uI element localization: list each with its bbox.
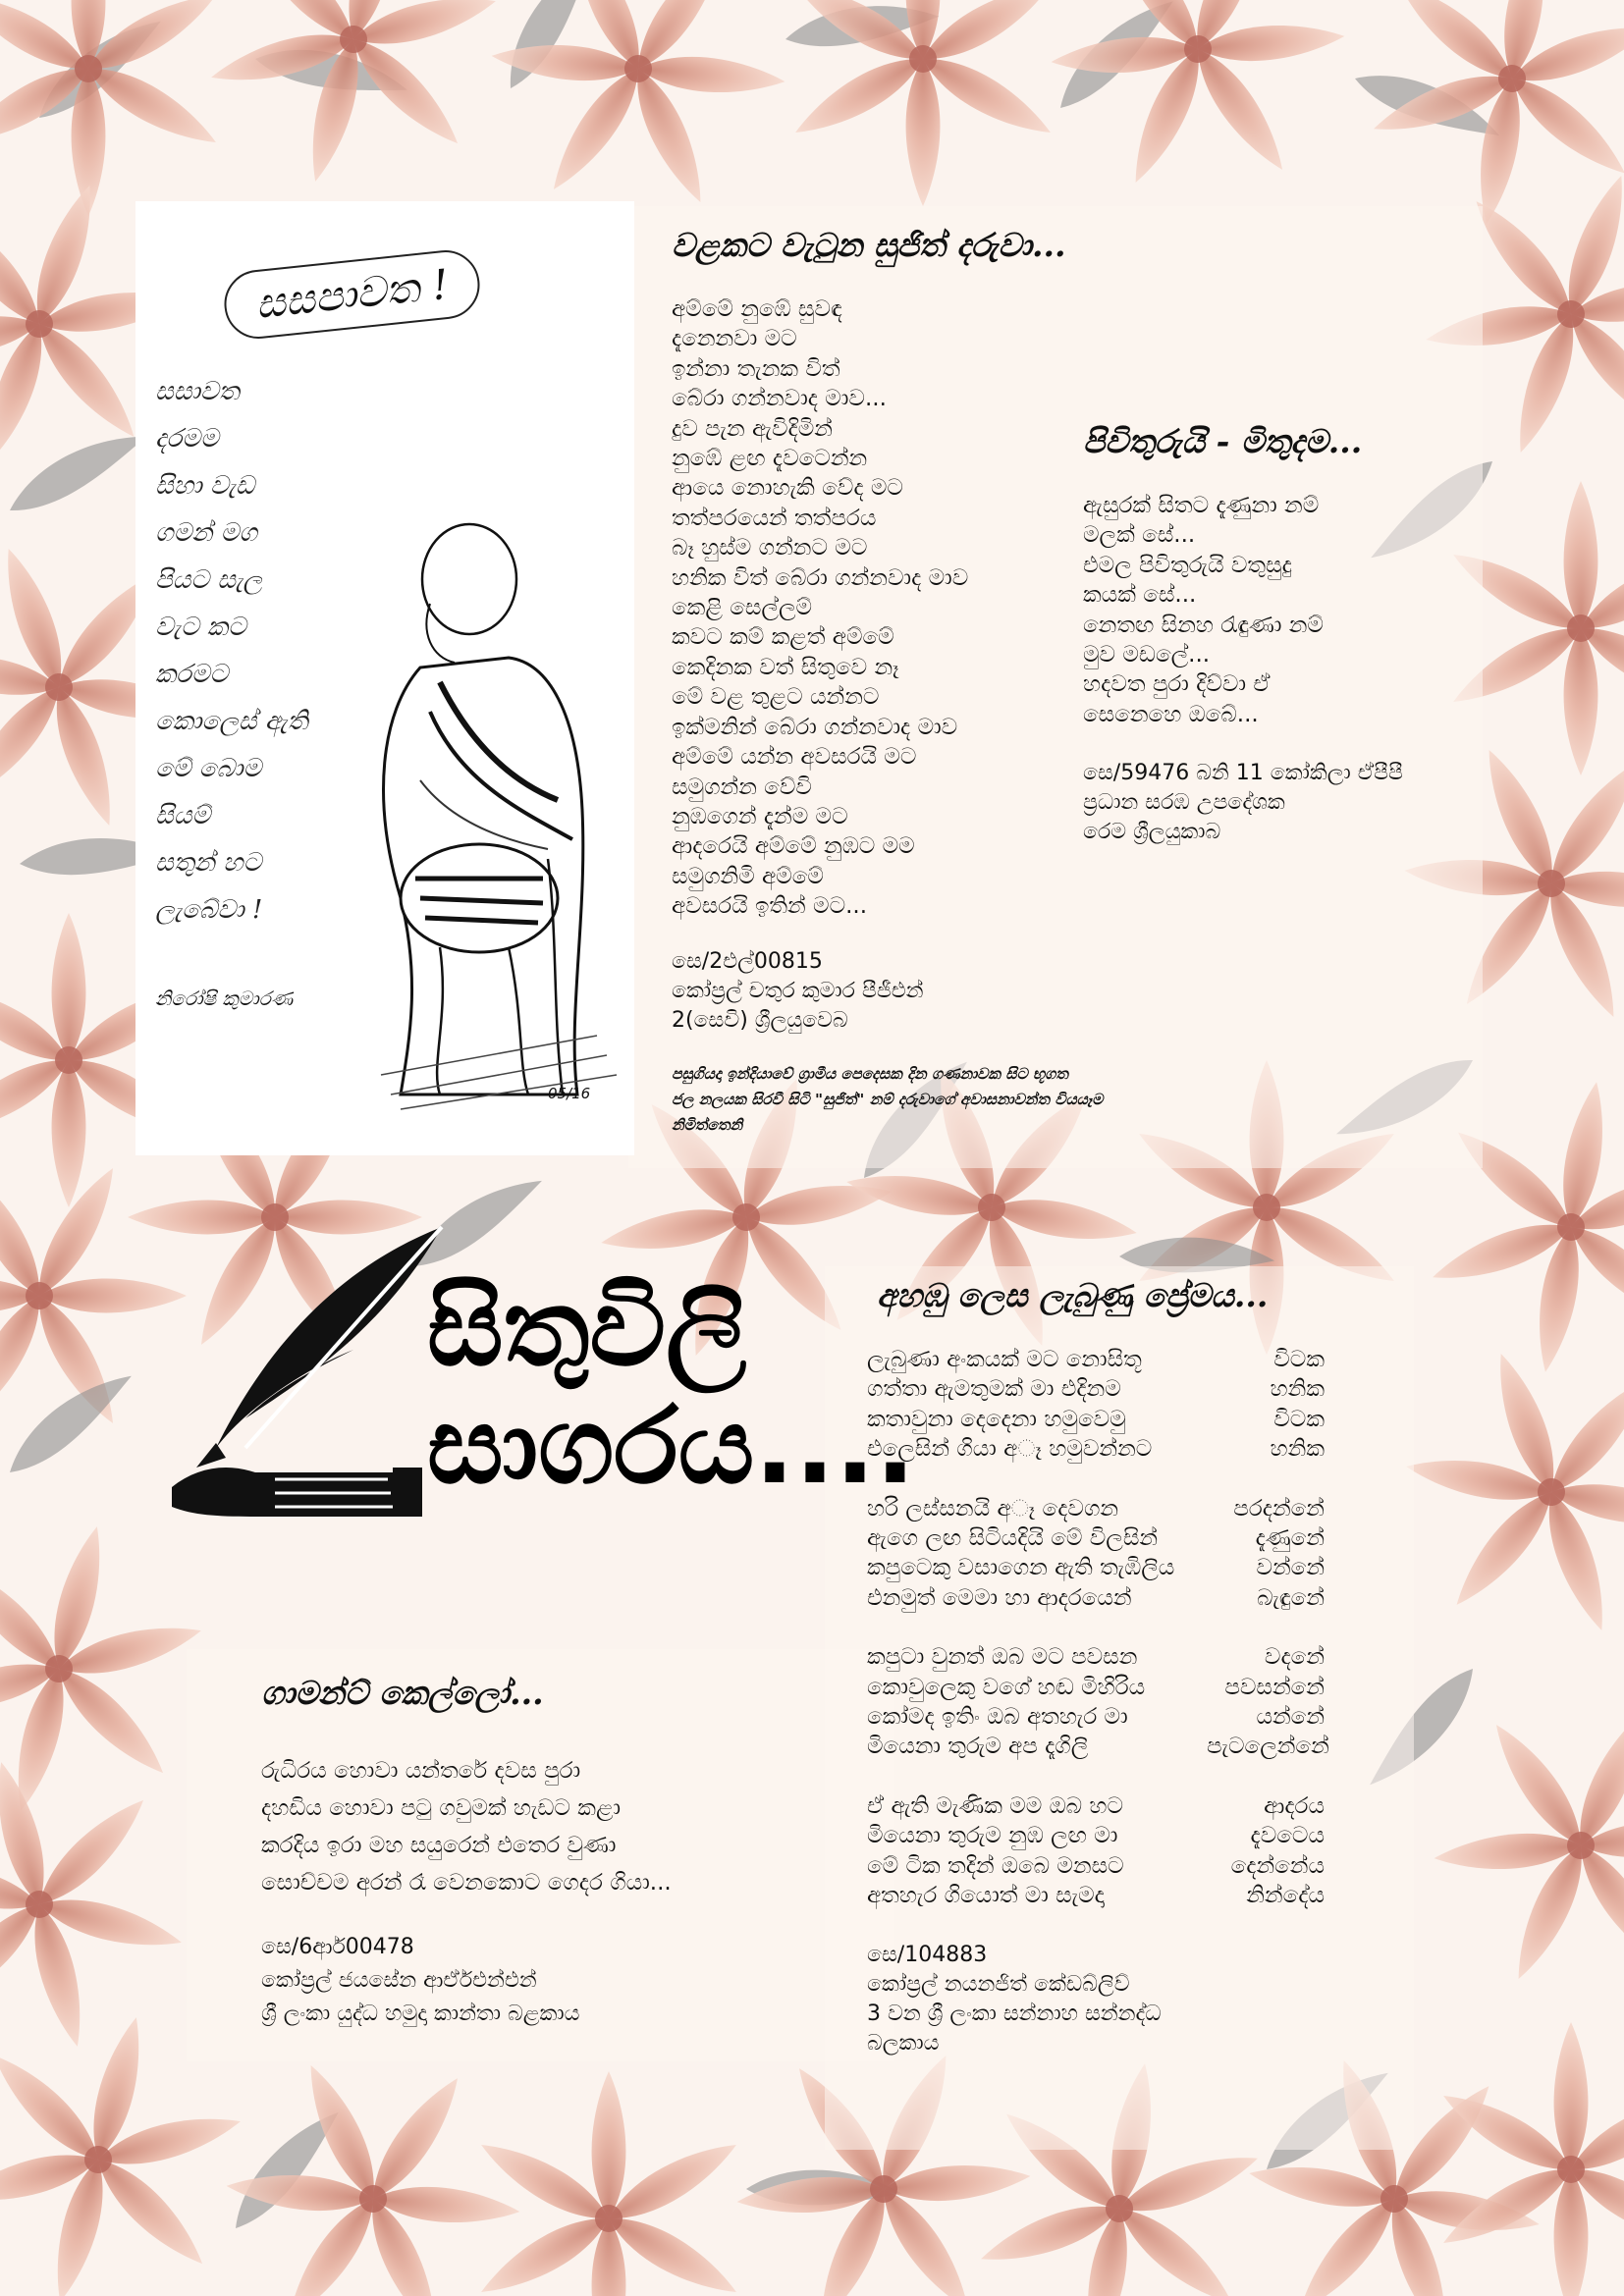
logo-title-line1: සිතුවිලි	[427, 1267, 747, 1390]
poem-love-credit: සෙ/104883 කෝප්‍රල් නයනජිත් කේඩබ්ලිව් 3 වන ශ්‍රී ලංකා සන්නාහ සන්නද්ධ බලකාය	[867, 1942, 1162, 2056]
sketch-heading: සසපාවත !	[221, 247, 483, 343]
quill-hand-icon	[157, 1222, 452, 1517]
poem-love	[867, 1276, 1329, 2058]
poem-friendship-title: පිවිතුරුයි - මිතුදම...	[1083, 422, 1363, 460]
monk-drawing	[361, 486, 626, 1114]
sketch-verse: සසාවත දරමම සිහා වැඩ ගමන් මග පියට සැල වැට කට කරමට කොලෙස් ඇති මේ බොම සියම් සතුන් හට ලැබේවා !	[155, 377, 308, 925]
poem-love-title: අහඹු ලෙස ලැබුණු ප්‍රේමය...	[877, 1276, 1269, 1314]
poem-love-stanzas: ලැබුණා අංකයක් මට නොසිතූ විටක ගත්තා ඇමතුමක් මා එදිනම හනික කතාවුනා දෙදෙනා හමුවෙමු විටක එලෙසින් ගියා අෑ හමුවන්නට හනික හරි ලස්සනයි අෑ දෙවගන පරදන්නේ ඇගෙ ලඟ සිටියදියි මේ විලසින් දැණුනේ කපුටෙකු වසාගෙන ඇති තැඹිලිය වන්නේ එනමුත් මෙමා හා ආදරයෙන් බැඳුනේ කපුටා වුනත් ඔබ මට පවසන වදනේ කොවුලෙකු වගේ හඬ මිහිරිය පවසන්නේ කෝමද ඉතිං ඔබ අතහැර මා යන්නේ මියෙනා තුරුම අප දෑගිලි පැටලෙන්නේ ඒ ඇති මැණික මම ඔබ හට ආදරය මියෙනා තුරුම නුඹ ලඟ මා දැවටෙය මේ ටික තදින් ඔබෙ මනසට දෙන්නේය අතහැර ගියොත් මා සැමදා නින්දේය	[867, 1347, 1329, 1909]
logo-title-line2: සාගරය....	[427, 1385, 916, 1508]
poem-friendship-credit: සෙ/59476 බනි 11 කෝකිලා ඒපීපී ප්‍රධාන සරඹ උපදේශක රෙම ශ්‍රීලයුකාබ	[1083, 761, 1403, 845]
poem-garment-lines: රුධිරය හොවා යන්තරේ දවස පුරා දහඩිය හොවා පටු ගවුමක් හැඩට කළා කරදිය ඉරා මහ සයුරෙන් එතෙර වුණා සොච්චම අරන් රෑ වෙනකොට ගෙදර ගියා...	[261, 1758, 672, 1896]
poem-friendship	[1083, 422, 1403, 847]
poem-sujith-note: පසුගියදා ඉන්දියාවේ ග්‍රාමීය පෙදෙසක දින ගණනාවක සිට භූගත ජල නලයක සිරවී සිටි "සුජිත්" නම් දරුවාගේ අවාසනාවන්ත වියයෑම නිමිත්තෙනි	[672, 1064, 1104, 1134]
poem-friendship-lines: ඇසුරක් සිතට දැණුනා නම් මලක් සේ... එමල පිවිතුරුයි වතුසුදු කයක් සේ... නෙතඟ සිනහ රැඳුණා නම් මුව මඩලේ... හදවත පුරා දිව්වා ඒ සෙනෙහෙ ඔබේ...	[1083, 493, 1324, 727]
magazine-logo	[157, 1222, 916, 1546]
sketch-author-sign: නිරෝෂි කුමාරණ	[155, 987, 294, 1010]
poem-sujith	[672, 226, 1103, 1138]
sketch-panel	[135, 201, 634, 1155]
poem-sujith-title: වළකට වැටුන සුජිත් දරුවා...	[672, 226, 1066, 264]
sketch-date: 05/16	[548, 1085, 591, 1102]
poem-garment-credit: සෙ/6ආර්00478 කෝප්‍රල් ජයසේන ආර්ඒඑන්එන් ශ්‍රී ලංකා යුද්ධ හමුදා කාන්තා බළකාය	[261, 1935, 580, 2026]
poem-sujith-credit: සෙ/2එල්00815 කෝප්‍රල් චතුර කුමාර පීජීඑන් 2(සෙවි) ශ්‍රීලයුවෙබ	[672, 948, 924, 1033]
poem-garment-title: ගාමන්ට් කෙල්ලෝ...	[261, 1674, 544, 1712]
poem-sujith-lines: අම්මේ නුඹේ සුවඳ දැනෙනවා මට ඉන්නා තැනක විත් බේරා ගන්නවාද මාව... දුව පැන ඇවිදිමින් නුඹේ ළඟ දැවටෙන්න ආයෙ නොහැකි වේද මට තත්පරයෙන් තත්පරය බෑ හුස්ම ගන්නට මට හනික විත් බේරා ගන්නවාද මාව කෙළි සෙල්ලම් කවට කම් කළත් අම්මේ කෙදිනක වත් සිතුවෙ නෑ මේ වළ තුළට යන්නට ඉක්මනින් බේරා ගන්නවාද මාව අම්මේ යන්න අවසරයි මට සමුගන්න වේවි නුඹගෙන් දැන්ම මට ආදරෙයි අම්මේ නුඹට මම සමුගනිමි අම්මේ අවසරයි ඉතින් මට...	[672, 296, 969, 920]
poem-garment	[261, 1674, 672, 2031]
